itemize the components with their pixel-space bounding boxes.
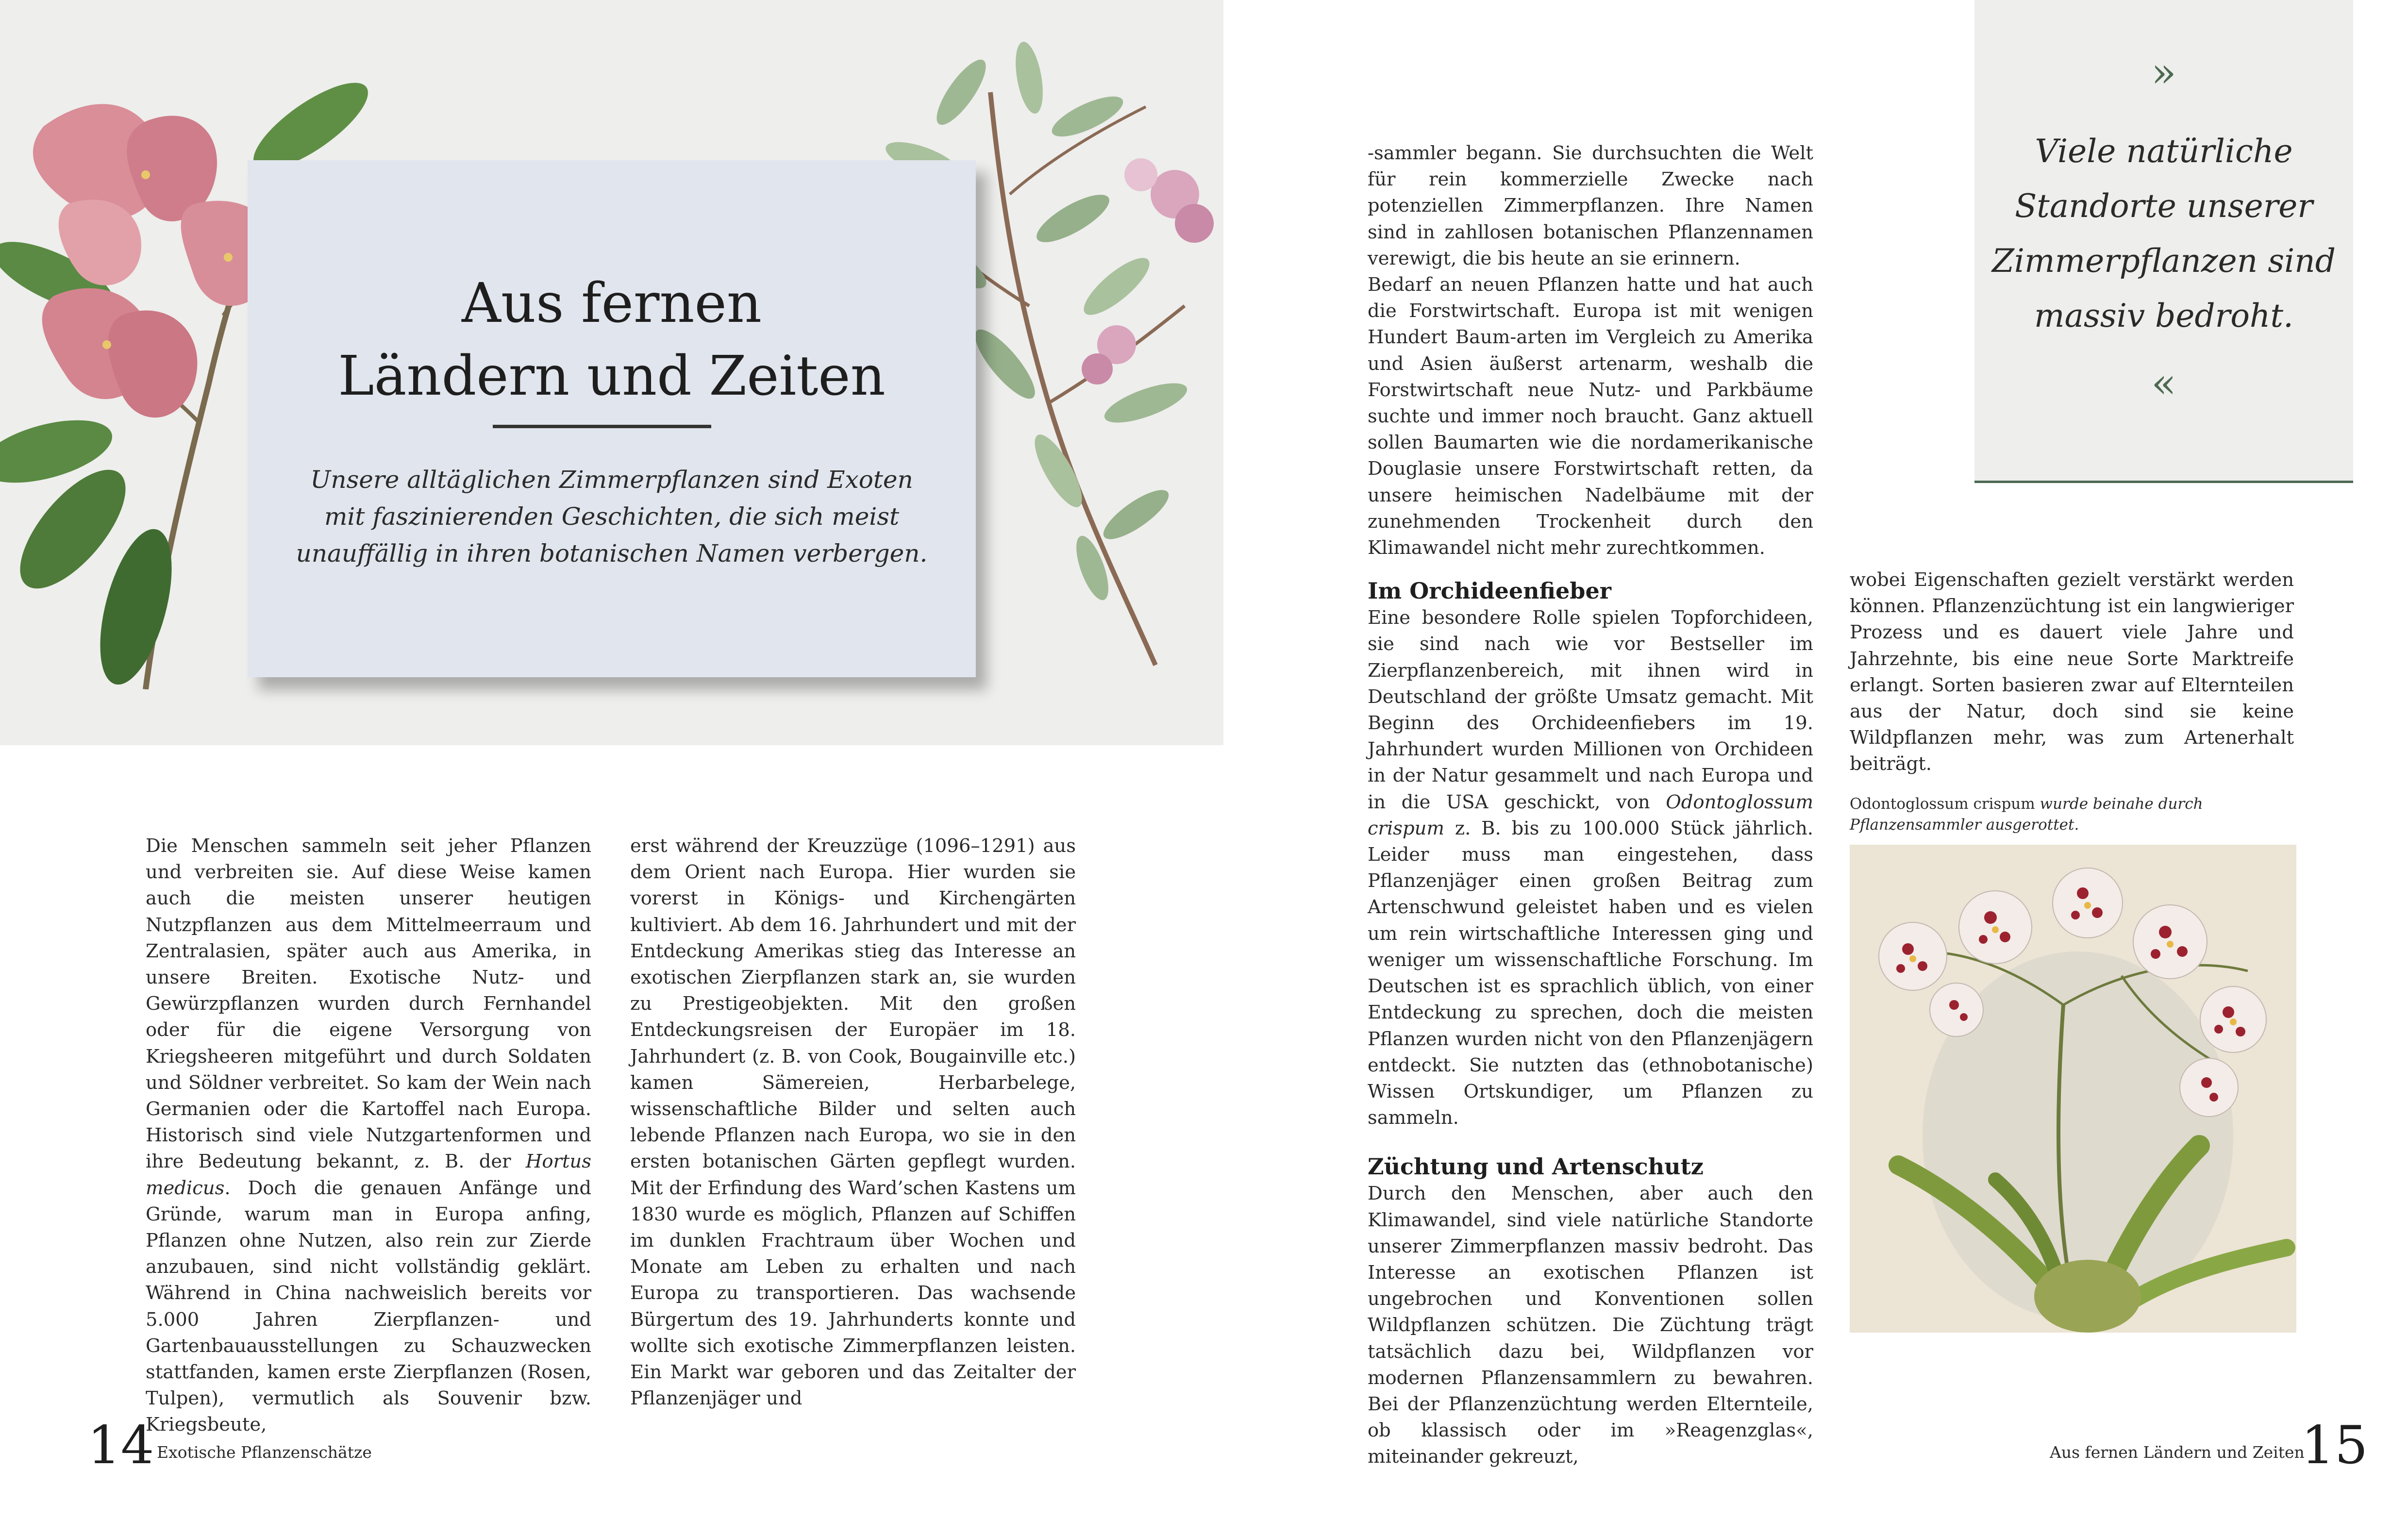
- running-head-right: Aus fernen Ländern und Zeiten: [2050, 1443, 2305, 1462]
- paragraph: Eine besondere Rolle spielen Topforchideen, sie sind nach wie vor Bestseller im Zierpflanzenbereich, mit ihnen wird in Deutschland der größte Umsatz gemacht. Mit Beginn des Orchideenfiebers im 19. Jahrhundert wurden Millionen von Orchideen in der Natur gesammelt und nach Europa und in die USA geschickt, von Odontoglossum crispum z. B. bis zu 100.000 Stück jährlich. Leider muss man eingestehen, dass Pflanzenjäger einen großen Beitrag zum Artenschwund geleistet haben und es vielen um rein wirtschaftliche Interessen ging und weniger um wissenschaftliche Forschung. Im Deutschen ist es sprachlich üblich, von einer Entdeckung zu sprechen, doch die meisten Pflanzen wurden nicht von den Pflanzenjägern entdeckt. Sie nutzten das (ethnobotanische) Wissen Ortskundiger, um Pflanzen zu sammeln.: [1368, 607, 1813, 1129]
- body-column-2: [630, 833, 1076, 1412]
- section-heading-zuechtung: Züchtung und Artenschutz: [1368, 1153, 1704, 1180]
- hortus-medicus-term: Hortus medicus: [146, 1151, 591, 1199]
- section-heading-orchideenfieber: Im Orchideenfieber: [1368, 578, 1611, 604]
- figure-caption: [1850, 794, 2301, 835]
- paragraph: Die Menschen sammeln seit jeher Pflanzen und verbreiten sie. Auf diese Weise kamen auch die meisten unserer heutigen Nutzpflanzen aus dem Mittelmeerraum und Zentralasien, später auch aus Amerika, in unsere Breiten. Exotische Nutz- und Gewürzpflanzen wurden durch Fernhandel oder für die eigene Versorgung von Kriegsheeren mitgeführt und durch Soldaten und Söldner verbreitet. So kam der Wein nach Germanien oder die Kartoffel nach Europa. Historisch sind viele Nutzgartenformen und ihre Bedeutung bekannt, z. B. der Hortus medicus. Doch die genauen Anfänge und Gründe, warum man in Europa anfing, Pflanzen ohne Nutzen, also rein zur Zierde anzubauen, sind nicht vollständig geklärt. Während in China nachweislich bereits vor 5.000 Jahren Zierpflanzen- und Gartenbauausstellungen zu Schauzwecken stattfanden, kamen erste Zierpflanzen (Rosen, Tulpen), vermutlich als Souvenir bzw. Kriegsbeute,: [146, 835, 591, 1436]
- title-card: [248, 160, 976, 677]
- pull-quote-box: [1974, 0, 2353, 483]
- page-number-right: 15: [2301, 1415, 2368, 1476]
- paragraph: -sammler begann. Sie durchsuchten die Welt für rein kommerzielle Zwecke nach potenziellen Zimmerpflanzen. Ihre Namen sind in zahllosen botanischen Pflanzennamen verewigt, die bis heute an sie erinnern.: [1368, 142, 1813, 269]
- chapter-title-line-1: Aus fernen: [462, 272, 762, 335]
- paragraph: wobei Eigenschaften gezielt verstärkt werden können. Pflanzenzüchtung ist ein langwieriger Prozess und es dauert viele Jahre und Jahrzehnte, bis eine neue Sorte Marktreife erlangt. Sorten basieren zwar auf Elternteilen aus der Natur, doch sind sie keine Wildpflanzen mehr, was zum Artenerhalt beiträgt.: [1850, 569, 2294, 775]
- body-column-1: [146, 833, 591, 1438]
- quote-close-mark: «: [2151, 359, 2176, 407]
- caption-text: wurde beinahe durch Pflanzensammler ausgerottet.: [1850, 795, 2203, 834]
- paragraph: erst während der Kreuzzüge (1096–1291) aus dem Orient nach Europa. Hier wurden sie vorerst in Königs- und Kirchengärten kultiviert. Ab dem 16. Jahrhundert und mit der Entdeckung Amerikas stieg das Interesse an exotischen Zierpflanzen stark an, sie wurden zu Prestigeobjekten. Mit den großen Entdeckungsreisen der Europäer im 18. Jahrhundert (z. B. von Cook, Bougainville etc.) kamen Sämereien, Herbarbelege, wissenschaftliche Bilder und selten auch lebende Pflanzen nach Europa, wo sie in den ersten botanischen Gärten gepflegt wurden. Mit der Erfindung des Ward’schen Kastens um 1830 wurde es möglich, Pflanzen auf Schiffen im dunklen Frachtraum über Wochen und Monate am Leben zu erhalten und nach Europa zu transportieren. Das wachsende Bürgertum des 19. Jahrhunderts konnte und wollte sich exotische Zimmerpflanzen leisten. Ein Markt war geboren und das Zeitalter der Pflanzenjäger und: [630, 835, 1076, 1410]
- paragraph: Durch den Menschen, aber auch den Klimawandel, sind viele natürliche Standorte unserer Zimmerpflanzen massiv bedroht. Das Interesse an exotischen Pflanzen ist ungebrochen und Konventionen sollen Wildpflanzen schützen. Die Züchtung trägt tatsächlich dazu bei, Wildpflanzen vor modernen Pflanzensammlern zu bewahren. Bei der Pflanzenzüchtung werden Elternteile, ob klassisch oder im »Reagenzglas«, miteinander gekreuzt,: [1368, 1183, 1813, 1468]
- body-column-3: [1368, 140, 1813, 1470]
- body-column-4: [1850, 567, 2294, 778]
- chapter-title-line-2: Ländern und Zeiten: [338, 345, 886, 408]
- running-head-left: Exotische Pflanzenschätze: [157, 1443, 372, 1462]
- orchid-drawing: [1850, 845, 2296, 1333]
- chapter-title: [248, 267, 976, 413]
- pull-quote-text: Viele natürliche Standorte unserer Zimmerpflanzen sind massiv bedroht.: [1992, 133, 2336, 334]
- quote-open-mark: »: [2151, 49, 2176, 96]
- title-divider: [493, 425, 711, 428]
- orchid-illustration: [1850, 845, 2296, 1333]
- paragraph: Bedarf an neuen Pflanzen hatte und hat auch die Forstwirtschaft. Europa ist mit wenigen Hundert Baum-arten im Vergleich zu Amerika und Asien äußerst artenarm, weshalb die Forstwirtschaft neue Nutz- und Parkbäume suchte und immer noch braucht. Ganz aktuell sollen Baumarten wie die nordamerikanische Douglasie unsere Forstwirtschaft retten, da unsere heimischen Nadelbäume mit der zunehmenden Trockenheit durch den Klimawandel nicht mehr zurechtkommen.: [1368, 274, 1813, 559]
- hero-band: [0, 0, 1223, 745]
- caption-species-name: Odontoglossum crispum: [1850, 795, 2035, 813]
- page-number-left: 14: [87, 1415, 154, 1476]
- chapter-lead: Unsere alltäglichen Zimmerpflanzen sind Exoten mit faszinierenden Geschichten, die sich meist unauffällig in ihren botanischen Namen verbergen.: [296, 466, 928, 568]
- odontoglossum-term: Odontoglossum crispum: [1368, 791, 1813, 839]
